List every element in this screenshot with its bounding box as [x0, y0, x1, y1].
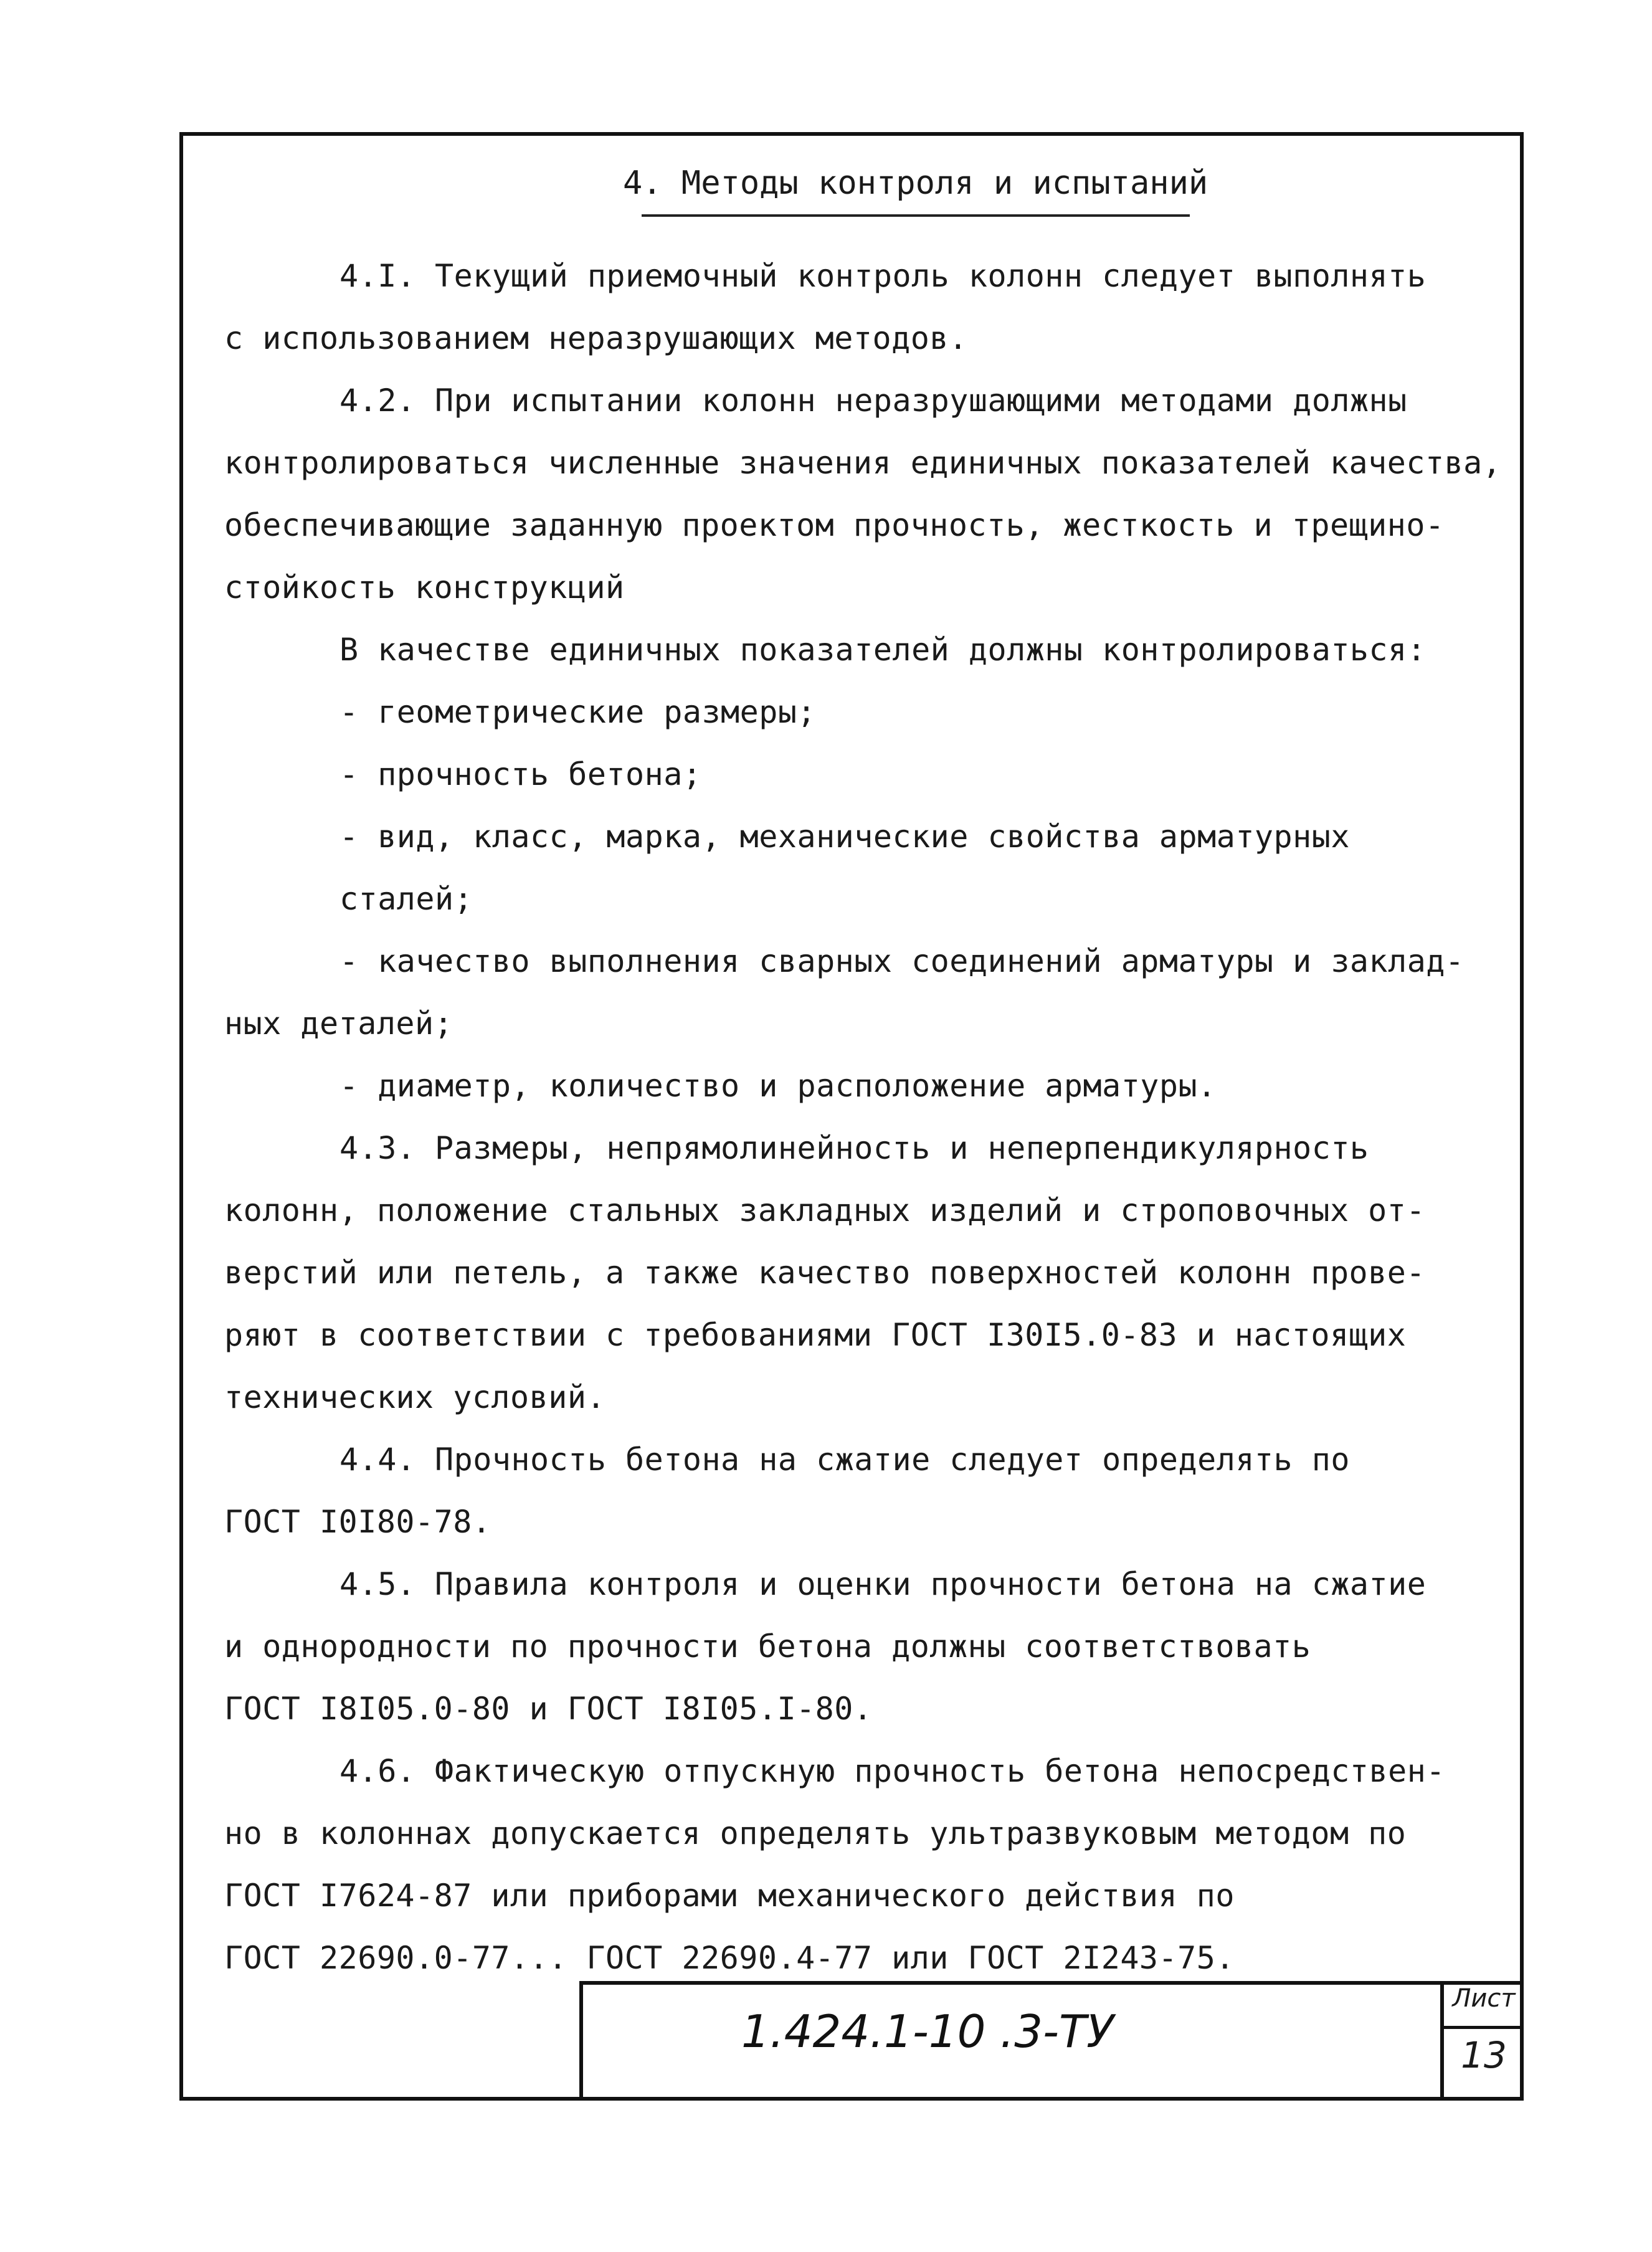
text-line: ГОСТ 22690.0-77... ГОСТ 22690.4-77 или ГОСТ 2I243-75.: [224, 1940, 1235, 1976]
title-underline: [642, 214, 1190, 217]
text-line: 4.I. Текущий приемочный контроль колонн следует выполнять: [339, 258, 1427, 294]
text-line: колонн, положение стальных закладных изделий и строповочных от-: [224, 1192, 1425, 1228]
text-line: 4.3. Размеры, непрямолинейность и неперпендикулярность: [339, 1130, 1369, 1166]
text-line: и однородности по прочности бетона должны соответствовать: [224, 1628, 1311, 1665]
document-code: 1.424.1-10 .3-ТУ: [741, 2005, 1114, 2058]
text-line: но в колоннах допускается определять ультразвуковым методом по: [224, 1815, 1407, 1851]
text-line: ГОСТ I8I05.0-80 и ГОСТ I8I05.I-80.: [224, 1691, 873, 1727]
list-item: ных деталей;: [224, 1005, 453, 1042]
text-line: 4.2. При испытании колонн неразрушающими методами должны: [339, 382, 1407, 419]
text-line: обеспечивающие заданную проектом прочность, жесткость и трещино-: [224, 507, 1445, 543]
text-line: В качестве единичных показателей должны контролироваться:: [339, 632, 1427, 668]
sheet-label: Лист: [1452, 1984, 1516, 2013]
list-item: - геометрические размеры;: [339, 694, 817, 730]
list-item: - вид, класс, марка, механические свойства арматурных: [339, 819, 1350, 855]
list-item: - прочность бетона;: [339, 756, 702, 792]
text-line: верстий или петель, а также качество поверхностей колонн прове-: [224, 1255, 1425, 1291]
text-line: ГОСТ I0I80-78.: [224, 1504, 491, 1540]
text-line: ГОСТ I7624-87 или приборами механического действия по: [224, 1878, 1235, 1914]
text-line: 4.4. Прочность бетона на сжатие следует определять по: [339, 1442, 1350, 1478]
text-line: контролироваться численные значения единичных показателей качества,: [224, 445, 1502, 481]
section-title: 4. Методы контроля и испытаний: [623, 164, 1208, 202]
text-line: ряют в соответствии с требованиями ГОСТ I30I5.0-83 и настоящих: [224, 1317, 1407, 1353]
sheet-cell-divider: [1440, 2026, 1524, 2029]
text-line: 4.5. Правила контроля и оценки прочности бетона на сжатие: [339, 1566, 1427, 1602]
text-line: 4.6. Фактическую отпускную прочность бетона непосредствен-: [339, 1753, 1445, 1789]
text-line: стойкость конструкций: [224, 569, 625, 606]
list-item: - диаметр, количество и расположение арматуры.: [339, 1068, 1217, 1104]
sheet-number: 13: [1461, 2034, 1507, 2076]
text-line: с использованием неразрушающих методов.: [224, 320, 968, 356]
page-frame: [179, 132, 1524, 2101]
text-line: технических условий.: [224, 1379, 606, 1415]
list-item: сталей;: [339, 881, 473, 917]
list-item: - качество выполнения сварных соединений арматуры и заклад-: [339, 943, 1464, 979]
